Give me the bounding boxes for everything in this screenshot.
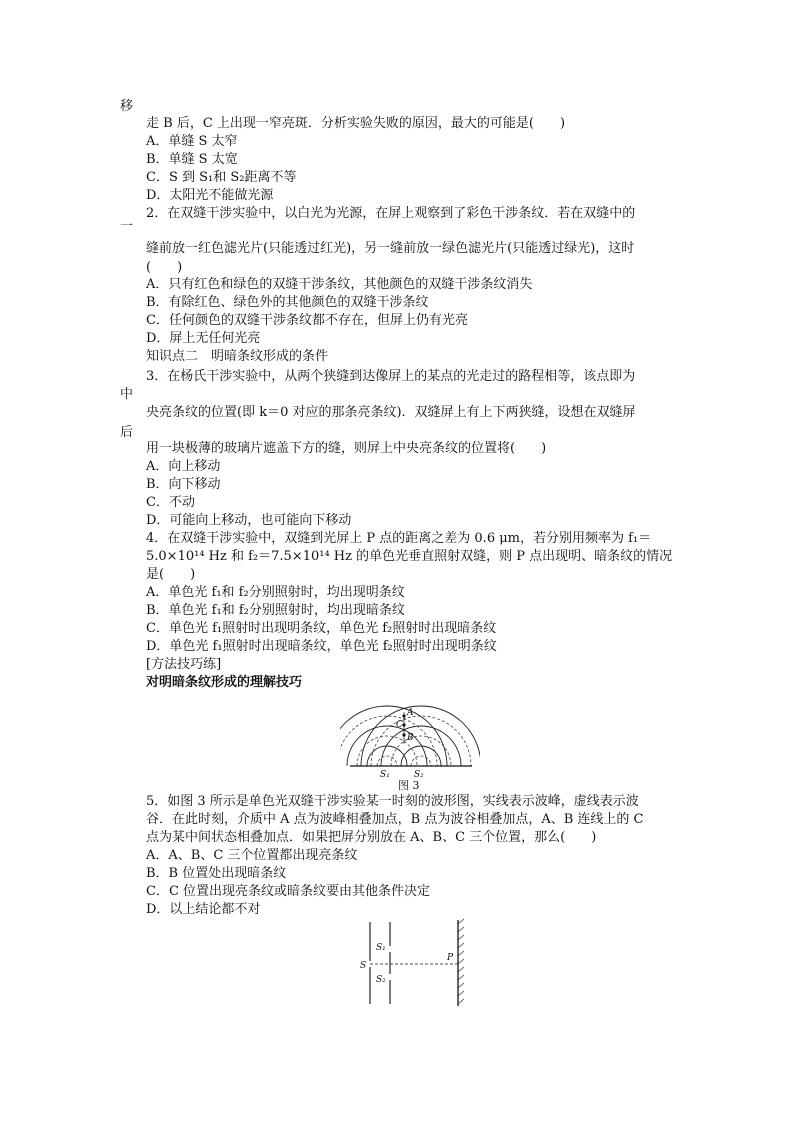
option-c: C．C 位置出现亮条纹或暗条纹要由其他条件决定	[146, 884, 431, 899]
option-c: C．任何颜色的双缝干涉条纹都不存在，但屏上仍有光亮	[146, 313, 468, 328]
option-c: C．单色光 f₁照射时出现明条纹，单色光 f₂照射时出现暗条纹	[146, 621, 497, 636]
question-4-stem: 5.0×10¹⁴ Hz 和 f₂＝7.5×10¹⁴ Hz 的单色光垂直照射双缝，则 P 点出现明、暗条纹的情况	[146, 549, 673, 564]
option-d: D．可能向上移动，也可能向下移动	[146, 513, 352, 528]
option-a: A．A、B、C 三个位置都出现亮条纹	[146, 848, 358, 863]
option-d: D．屏上无任何光亮	[146, 331, 261, 346]
point-b	[402, 733, 405, 736]
option-b: B．单色光 f₁和 f₂分别照射时，均出现暗条纹	[146, 603, 405, 618]
point-a	[402, 714, 405, 717]
question-3-stem: 用一块极薄的玻璃片遮盖下方的缝，则屏上中央亮条纹的位置将( )	[146, 441, 547, 456]
option-a: A．单色光 f₁和 f₂分别照射时，均出现明条纹	[146, 585, 405, 600]
margin-mark: 移	[120, 99, 134, 114]
question-4-stem: 4．在双缝干涉实验中，双缝到光屏上 P 点的距离之差为 0.6 μm，若分别用频率为 f₁＝	[146, 531, 652, 546]
section-heading: [方法技巧练]	[146, 657, 222, 672]
option-b: B．向下移动	[146, 477, 221, 492]
label-s: S	[360, 961, 367, 971]
label-a: A	[407, 708, 414, 718]
label-c: C	[396, 720, 403, 730]
label-s1: S₁	[376, 943, 386, 953]
margin-mark: 一	[120, 219, 134, 234]
question-2-stem: 缝前放一红色滤光片(只能透过红光)，另一缝前放一绿色滤光片(只能透过绿光)，这时	[146, 241, 635, 256]
label-s2: S₂	[376, 975, 386, 985]
question-5-stem: 点为某中间状态相叠加点．如果把屏分别放在 A、B、C 三个位置，那么( )	[146, 830, 597, 845]
option-a: A．只有红色和绿色的双缝干涉条纹，其他颜色的双缝干涉条纹消失	[146, 277, 533, 292]
section-subheading: 对明暗条纹形成的理解技巧	[146, 675, 303, 690]
option-c: C．不动	[146, 495, 195, 510]
question-3-stem: 央亮条纹的位置(即 k＝0 对应的那条亮条纹)．双缝屏上有上下两狭缝，设想在双缝屏	[146, 405, 636, 420]
question-5-stem: 5．如图 3 所示是单色光双缝干涉实验某一时刻的波形图，实线表示波峰，虚线表示波	[146, 794, 639, 809]
option-c: C．S 到 S₁和 S₂距离不等	[146, 170, 297, 185]
option-a: A．向上移动	[146, 459, 221, 474]
option-b: B．单缝 S 太宽	[146, 152, 238, 167]
label-b: B	[407, 733, 414, 743]
label-p: P	[447, 953, 454, 963]
option-d: D．以上结论都不对	[146, 902, 261, 917]
figure-double-slit	[350, 918, 470, 1008]
question-4-stem: 是( )	[146, 567, 196, 582]
option-d: D．太阳光不能做光源	[146, 188, 274, 203]
question-2-stem: ( )	[146, 260, 183, 275]
question-5-stem: 谷．在此时刻，介质中 A 点为波峰相叠加点，B 点为波谷相叠加点，A、B 连线上的 C	[146, 812, 644, 827]
margin-mark: 中	[120, 387, 134, 402]
option-b: B．B 位置处出现暗条纹	[146, 866, 287, 881]
label-s2: S₂	[414, 770, 424, 780]
question-1-stem-end: 走 B 后，C 上出现一窄亮斑．分析实验失败的原因，最大的可能是( )	[146, 116, 566, 131]
figure-3	[340, 692, 480, 792]
label-s1: S₁	[380, 770, 390, 780]
section-heading: 知识点二 明暗条纹形成的条件	[146, 349, 329, 364]
option-b: B．有除红色、绿色外的其他颜色的双缝干涉条纹	[146, 295, 429, 310]
option-a: A．单缝 S 太窄	[146, 134, 238, 149]
figure-caption: 图 3	[398, 779, 420, 792]
question-2-stem: 2．在双缝干涉实验中，以白光为光源，在屏上观察到了彩色干涉条纹．若在双缝中的	[146, 206, 636, 221]
margin-mark: 后	[120, 425, 134, 440]
option-d: D．单色光 f₁照射时出现暗条纹，单色光 f₂照射时出现明条纹	[146, 639, 497, 654]
question-3-stem: 3．在杨氏干涉实验中，从两个狭缝到达像屏上的某点的光走过的路程相等，该点即为	[146, 369, 636, 384]
